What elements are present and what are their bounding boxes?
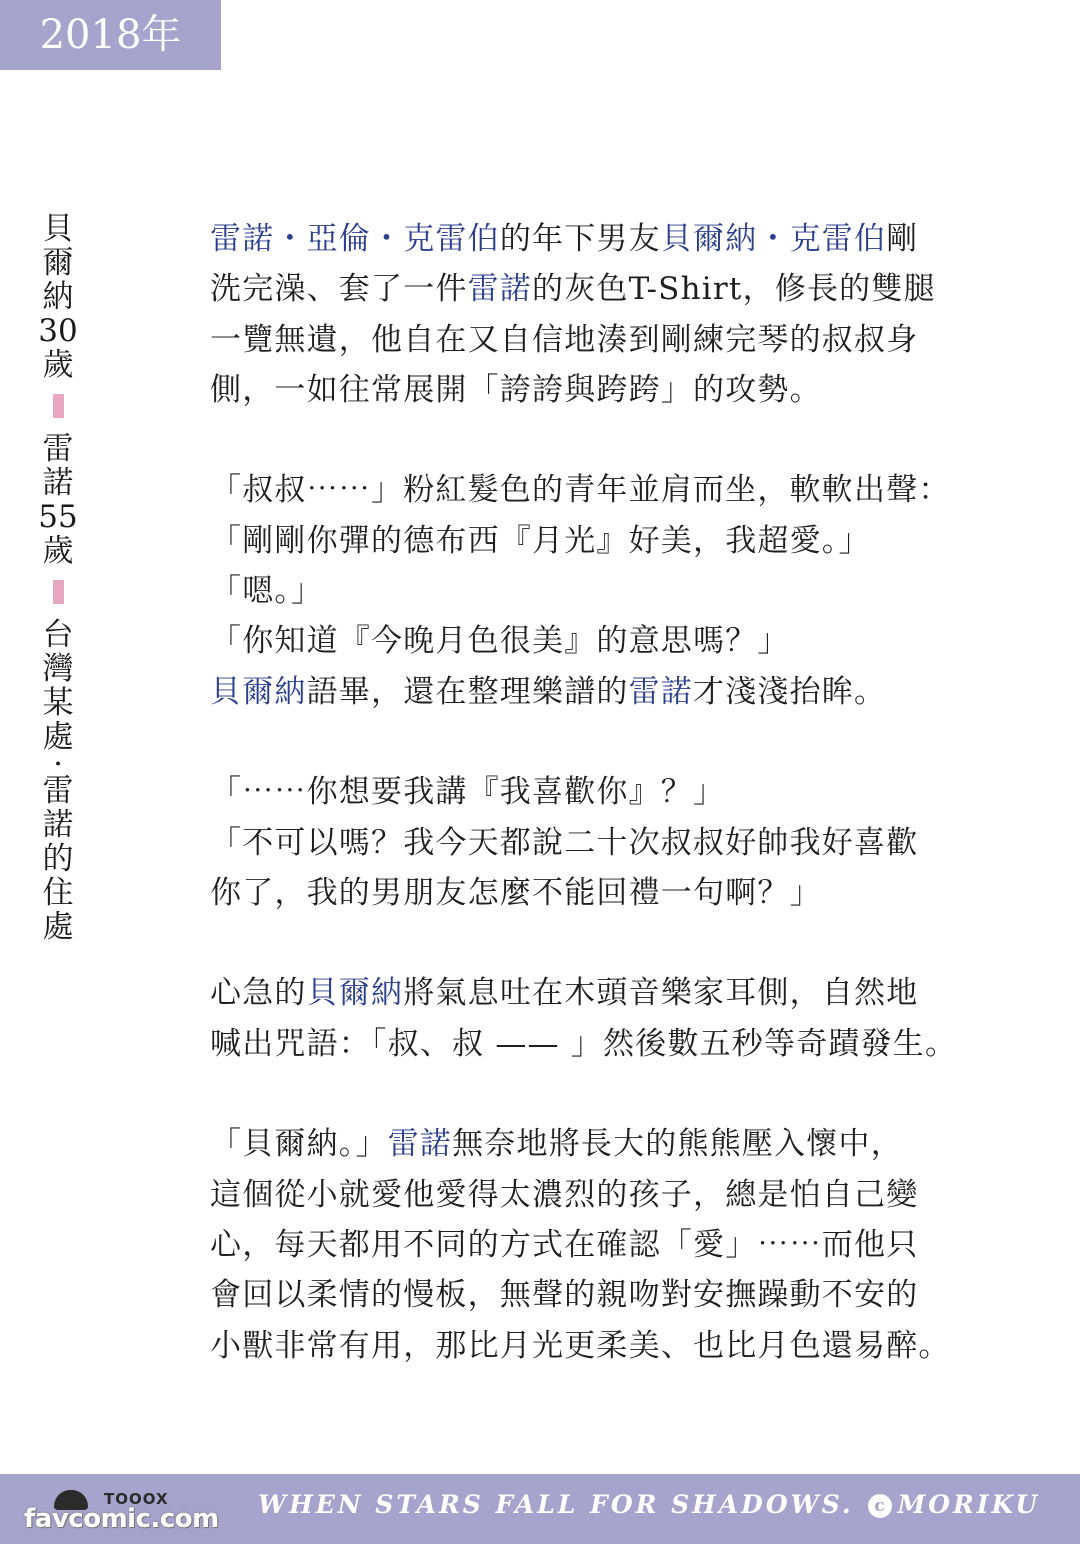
author-name: MORIKU [897,1490,1041,1519]
text-segment: 側，一如往常展開「誇誇與跨跨」的攻勢。 [210,371,822,408]
text-segment: 語畢，還在整理樂譜的 [306,673,629,710]
text-segment: 洗完澡、套了一件 [210,271,468,308]
paragraph [210,1119,1010,1370]
text-line [210,818,1010,868]
sidebar-location-region: 台灣某處 [42,617,74,755]
character-name: 貝爾納 [210,673,307,710]
text-line [210,516,1010,566]
text-line [210,1019,1010,1069]
sidebar-location-place: 雷諾的住處 [42,773,74,945]
character-name: 雷諾 [467,271,533,308]
paragraph-gap [210,1069,1010,1119]
sidebar-character-reynold: 雷諾55歲 [38,431,78,569]
character-name: 貝爾納・克雷伯 [660,221,887,257]
text-segment: 心急的 [210,975,307,1012]
text-segment: 會回以柔情的慢板，無聲的親吻對安撫躁動不安的 [210,1277,919,1314]
text-line [210,315,1010,365]
text-line [210,465,1010,515]
text-segment: 一覽無遺，他自在又自信地湊到剛練完琴的叔叔身 [210,321,919,358]
year-tab: 2018年 [0,0,221,70]
text-segment: 「叔叔⋯⋯」粉紅髮色的青年並肩而坐，軟軟出聲： [210,472,951,509]
paragraph [210,767,1010,918]
publisher-logo [24,1486,224,1534]
text-segment: 無奈地將長大的熊熊壓入懷中， [452,1126,903,1163]
paragraph [210,465,1010,716]
story-text [210,214,1010,1371]
sidebar-separator [53,394,64,418]
paragraph [210,968,1010,1069]
copyright-icon: c [868,1494,892,1518]
character-sidebar [32,212,84,944]
text-segment: 的年下男友 [499,221,661,257]
paragraph-gap [210,415,1010,465]
text-line [210,365,1010,415]
text-segment: 小獸非常有用，那比月光更柔美、也比月色還易醉。 [210,1327,951,1364]
text-line [210,667,1010,717]
text-line [210,1170,1010,1220]
text-segment: 心，每天都用不同的方式在確認「愛」⋯⋯而他只 [210,1226,919,1263]
text-line [210,1220,1010,1270]
paragraph-gap [210,918,1010,968]
site-watermark: favcomic.com [24,1504,219,1534]
text-segment: 你了，我的男朋友怎麼不能回禮一句啊？」 [210,874,822,911]
text-segment: 「⋯⋯你想要我講『我喜歡你』？」 [210,774,726,811]
text-segment: 將氣息吐在木頭音樂家耳側，自然地 [403,975,919,1012]
text-line [210,566,1010,616]
text-line [210,1321,1010,1371]
text-segment: 「剛剛你彈的德布西『月光』好美，我超愛。」 [210,522,871,559]
text-line [210,264,1010,314]
character-name: 貝爾納 [306,975,404,1012]
sidebar-character-bernard: 貝爾納30歲 [38,211,78,383]
text-line [210,767,1010,817]
text-segment: 「你知道『今晚月色很美』的意思嗎？」 [210,623,790,660]
footer-bar [0,1474,1080,1544]
text-segment: 剛 [886,221,919,257]
series-title: WHEN STARS FALL FOR SHADOWS. [258,1490,854,1519]
logo-text: TOOOX [104,1490,169,1508]
text-segment: 「貝爾納。」 [210,1126,388,1163]
footer-credit [258,1474,1040,1536]
text-segment: 喊出咒語：「叔、叔 —— 」然後數五秒等奇蹟發生。 [210,1025,958,1062]
character-name: 雷諾・亞倫・克雷伯 [210,221,500,257]
character-name: 雷諾 [628,673,694,710]
character-name: 雷諾 [387,1126,453,1163]
text-line [210,1270,1010,1320]
text-segment: 「嗯。」 [210,573,324,610]
text-line [210,968,1010,1018]
text-line [210,616,1010,666]
text-line [210,1119,1010,1169]
text-segment: 才淺淺抬眸。 [693,673,887,710]
text-segment: 的灰色T-Shirt，修長的雙腿 [532,271,936,308]
paragraph [210,214,1010,415]
text-segment: 「不可以嗎？我今天都說二十次叔叔好帥我好喜歡 [210,824,919,861]
text-segment: 這個從小就愛他愛得太濃烈的孩子，總是怕自己變 [210,1176,919,1213]
text-line [210,868,1010,918]
paragraph-gap [210,717,1010,767]
sidebar-location-dot: · [53,746,63,782]
text-line [210,214,1010,264]
sidebar-separator [53,580,64,604]
